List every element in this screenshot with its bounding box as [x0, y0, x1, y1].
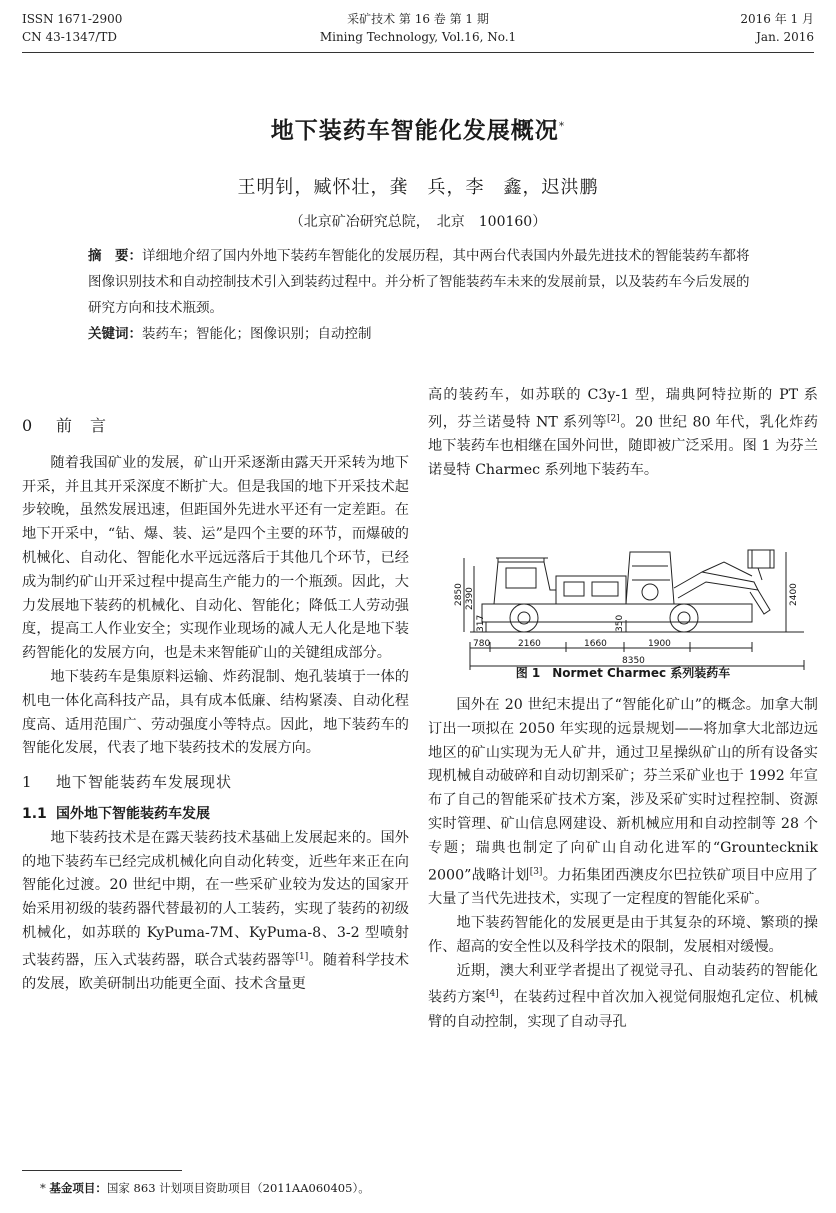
dim-label-height-inner: 2390 [465, 587, 475, 610]
dim-label-small: 317 [476, 614, 486, 632]
citation-3: [3] [529, 866, 543, 877]
dim-label-clearance: 350 [615, 614, 625, 632]
journal-name-cn: 采矿技术 第 16 卷 第 1 期 [347, 12, 489, 26]
section-1-1-title: 国外地下智能装药车发展 [56, 805, 210, 822]
right-p2-text-b: 。力拓集团西澳皮尔巴拉铁矿项目中应用了大量了当代先进技术，实现了一定程度的智能化采矿。 [428, 867, 818, 908]
footnote [40, 1180, 370, 1196]
section-0-paragraph-1: 随着我国矿业的发展，矿山开采逐渐由露天开采转为地下开采，并且其开采深度不断扩大。但是我国的地下开采技术起步较晚，虽然发展迅速，但距国外先进水平还有一定差距。在地下开采中，“钻、爆、装、运”是四个主要的环节，而爆破的机械化、自动化、智能化水平远远落后于其他几个环节，已经成为制约矿山开采过程中提高生产能力的一个瓶颈。因此，大力发展地下装药的机械化、自动化、智能化；降低工人劳动强度，提高工人作业安全；实现作业现场的减人无人化是地下装药智能化的发展方向，也是未来智能矿山的关键组成部分。 [22, 454, 409, 662]
section-0-title: 前 言 [56, 416, 108, 435]
title-footnote-mark: * [558, 119, 566, 133]
s11-text-a: 地下装药技术是在露天装药技术基础上发展起来的。国外的地下装药车已经完成机械化向自动化转变，近些年来正在向智能化过渡。20 世纪中期，在一些采矿业较为发达的国家开始采用初级的装药器代替最初的人工装药，实现了装药的初级机械化，如苏联的 KyPuma-7M、KyPuma-8、3-2 型喷射式装药器，压入式装药器，联合式装药器等 [22, 829, 409, 969]
right-paragraph-4 [428, 960, 818, 1035]
s11-text-b: 。随着科学技术的发展，欧美研制出功能更全面、技术含量更 [22, 952, 409, 993]
right-p4-text-a: 近期，澳大利亚学者提出了视觉寻孔、自动装药的智能化装药方案 [428, 962, 818, 1007]
cn-number: CN 43-1347/TD [22, 30, 118, 44]
section-1-1-heading [22, 803, 409, 827]
affiliation: （北京矿冶研究总院， 北京 100160） [289, 214, 547, 230]
dim-label-total: 8350 [622, 656, 645, 666]
section-0-paragraph-2: 地下装药车是集原料运输、炸药混制、炮孔装填于一体的机电一体化高科技产品，具有成本低廉、结构紧凑、自动化程度高、适用范围广、劳动强度小等特点。因此，地下装药车的智能化发展，代表了地下装药技术的发展方向。 [22, 668, 409, 757]
citation-4: [4] [486, 989, 499, 1000]
keywords-text: 装药车；智能化；图像识别；自动控制 [142, 326, 372, 342]
issue-date-cn: 2016 年 1 月 [740, 12, 814, 26]
citation-2: [2] [607, 413, 620, 424]
left-column [22, 402, 409, 997]
section-1-number: 1 [22, 773, 33, 792]
issue-date-en: Jan. 2016 [756, 30, 814, 44]
journal-name-en: Mining Technology, Vol.16, No.1 [319, 30, 517, 44]
header-rule [22, 52, 814, 53]
section-1-title: 地下智能装药车发展现状 [56, 773, 233, 792]
right-paragraph-2 [428, 694, 818, 912]
paper-title-text: 地下装药车智能化发展概况 [270, 118, 559, 144]
dim-label-height-right: 2400 [789, 583, 799, 606]
dim-label-780: 780 [473, 639, 491, 649]
right-column-top [428, 384, 818, 483]
dim-label-1900: 1900 [648, 639, 671, 649]
footnote-mark: * [40, 1181, 46, 1195]
right-paragraph-3: 地下装药智能化的发展更是由于其复杂的环境、繁琐的操作、超高的安全性以及科学技术的限制，发展相对缓慢。 [428, 914, 818, 955]
abstract-label: 摘 要： [88, 248, 142, 264]
abstract [88, 243, 760, 321]
authors: 王明钊，臧怀壮，龚 兵，李 鑫，迟洪鹏 [237, 177, 599, 198]
right-p1-text-b: 。20 世纪 80 年代，乳化炸药地下装药车也相继在国外问世，随即被广泛采用。图 1 为芬兰诺曼特 Charmec 系列地下装药车。 [428, 414, 818, 479]
footnote-text: 国家 863 计划项目资助项目（2011AA060405）。 [106, 1181, 370, 1195]
section-1-1-number: 1.1 [22, 805, 47, 822]
citation-1: [1] [295, 951, 309, 962]
right-paragraph-1 [428, 384, 818, 483]
right-p1-text-a: 高的装药车，如苏联的 C3y-1 型，瑞典阿特拉斯的 PT 系列，芬兰诺曼特 NT 系列等 [428, 387, 818, 431]
header-right [740, 10, 814, 46]
footnote-label: 基金项目： [49, 1181, 107, 1195]
dim-label-1660: 1660 [584, 639, 607, 649]
section-0-heading [22, 414, 409, 438]
paper-title [0, 112, 836, 145]
issn: ISSN 1671-2900 [22, 12, 123, 26]
keywords [88, 321, 760, 347]
right-column-bottom [428, 694, 818, 1035]
section-1-heading [22, 771, 409, 795]
dim-label-2160: 2160 [518, 639, 541, 649]
dim-label-height-outer: 2850 [454, 583, 464, 606]
right-p4-text-b: ，在装药过程中首次加入视觉伺服炮孔定位、机械臂的自动控制，实现了自动寻孔 [428, 990, 818, 1030]
figure-1-drawing [452, 532, 812, 682]
keywords-label: 关键词： [88, 326, 142, 342]
figure-1-caption: 图 1 Normet Charmec 系列装药车 [515, 666, 731, 680]
right-p2-text-a: 国外在 20 世纪末提出了“智能化矿山”的概念。加拿大制订出一项拟在 2050 年实现的远景规划——将加拿大北部边远地区的矿山实现为无人矿井，通过卫星操纵矿山的所有设备实现机械自动破碎和自动切割采矿；芬兰采矿业也于 1992 年宣布了自己的智能采矿技术方案，涉及采矿实时过程控制、资源实时管理、矿山信息网建设、新机械应用和自动控制等 28 个专题；瑞典也制定了向矿山自动化进军的“Grountecknik 2000”战略计划 [428, 697, 818, 884]
footnote-rule [22, 1170, 182, 1171]
section-1-1-paragraph-1 [22, 827, 409, 997]
section-0-number: 0 [22, 416, 34, 435]
abstract-text: 详细地介绍了国内外地下装药车智能化的发展历程，其中两台代表国内外最先进技术的智能装药车都将图像识别技术和自动控制技术引入到装药过程中。并分析了智能装药车未来的发展前景，以及装药车今后发展的研究方向和技术瓶颈。 [88, 248, 750, 316]
header-center [0, 10, 836, 46]
